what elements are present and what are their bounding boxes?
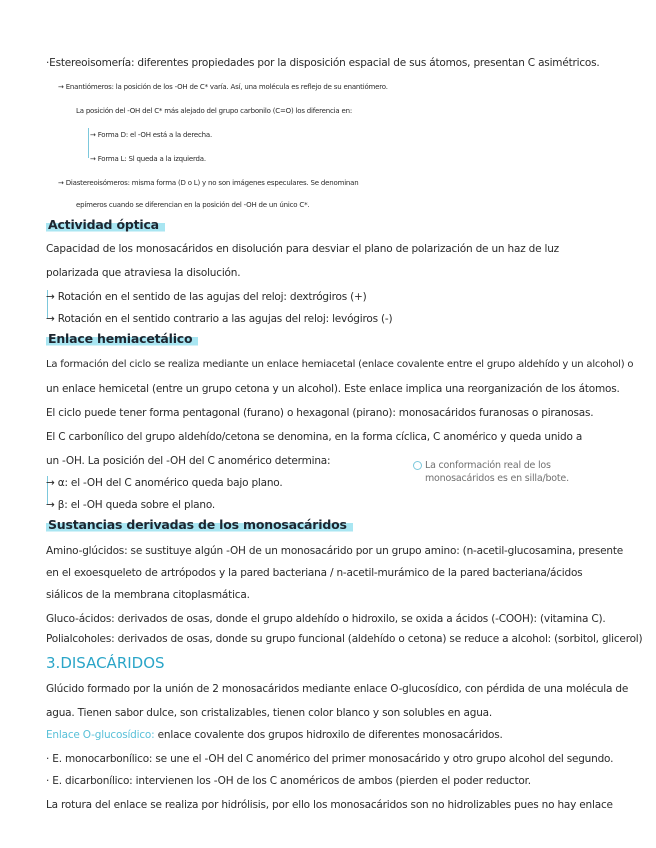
text-estereoisomeria: ·Estereoisomería: diferentes propiedades por la disposición espacial de sus átomos, presentan C asimétricos. <box>46 57 600 69</box>
text-posicion-oh: La posición del -OH del C* más alejado del grupo carbonilo (C=O) los diferencia en: <box>76 107 353 115</box>
branch-line-enantiomeros <box>88 128 89 158</box>
text-ciclo-forma: El ciclo puede tener forma pentagonal (furano) o hexagonal (pirano): monosacáridos furanosas o piranosas. <box>46 407 594 419</box>
side-note-text: La conformación real de los monosacáridos es en silla/bote. <box>425 460 569 484</box>
text-gluco-acidos: Gluco-ácidos: derivados de osas, donde el grupo aldehído o hidroxilo, se oxida a ácidos (-COOH): (vitamina C). <box>46 613 606 625</box>
text-glucido-formado: Glúcido formado por la unión de 2 monosacáridos mediante enlace O-glucosídico, con pérdida de una molécula de <box>46 683 629 695</box>
text-exoesqueleto: en el exoesqueleto de artrópodos y la pared bacteriana / n-acetil-murámico de la pared bacteriana/ácidos <box>46 567 583 579</box>
text-alfa: → α: el -OH del C anomérico queda bajo plano. <box>46 477 283 489</box>
text-enlace-o-glucosidico: enlace covalente dos grupos hidroxilo de diferentes monosacáridos. <box>154 729 503 741</box>
text-diastereoisomeros: → Diastereoisómeros: misma forma (D o L) y no son imágenes especulares. Se denominan <box>58 179 359 187</box>
text-rotura-enlace: La rotura del enlace se realiza por hidrólisis, por ello los monosacáridos son no hidrolizables pues no hay enlace <box>46 799 613 811</box>
text-dicarbonilico: · E. dicarbonílico: intervienen los -OH de los C anoméricos de ambos (pierden el poder reductor. <box>46 775 531 787</box>
text-forma-d: → Forma D: el -OH está a la derecha. <box>90 131 212 139</box>
text-epimeros: epímeros cuando se diferencian en la posición del -OH de un único C*. <box>76 201 310 209</box>
text-amino-glucidos: Amino-glúcidos: se sustituye algún -OH de un monosacárido por un grupo amino: (n-acetil-glucosamina, presente <box>46 545 624 557</box>
text-sialicos: siálicos de la membrana citoplasmática. <box>46 589 250 601</box>
heading-disacaridos-number: 3. <box>46 654 61 672</box>
text-hemicetal: un enlace hemicetal (entre un grupo cetona y un alcohol). Este enlace implica una reorganización de los átomos. <box>46 383 620 395</box>
side-note <box>425 459 615 485</box>
text-carbono-carbonilico: El C carbonílico del grupo aldehído/cetona se denomina, en la forma cíclica, C anomérico y queda unido a <box>46 431 583 443</box>
text-enantiomeros: → Enantiómeros: la posición de los -OH de C* varía. Así, una molécula es reflejo de su enantiómero. <box>58 83 388 91</box>
heading-disacaridos-row <box>46 656 636 672</box>
heading-sustancias-derivadas: Sustancias derivadas de los monosacáridos <box>46 518 353 532</box>
text-polarizada: polarizada que atraviesa la disolución. <box>46 267 241 279</box>
heading-enlace-hemiacetalico-row <box>46 332 636 347</box>
text-forma-l: → Forma L: Sl queda a la izquierda. <box>90 155 206 163</box>
heading-sustancias-derivadas-row <box>46 518 636 533</box>
term-enlace-o-glucosidico: Enlace O-glucosídico: <box>46 729 155 741</box>
heading-actividad-optica: Actividad óptica <box>46 218 165 232</box>
text-agua-propiedades: agua. Tienen sabor dulce, son cristalizables, tienen color blanco y son solubles en agua. <box>46 707 493 719</box>
note-bullet-icon <box>413 461 422 470</box>
heading-enlace-hemiacetalico: Enlace hemiacetálico <box>46 332 198 346</box>
heading-actividad-optica-row <box>46 218 636 233</box>
text-beta: → β: el -OH queda sobre el plano. <box>46 499 216 511</box>
text-dextrogiros: → Rotación en el sentido de las agujas del reloj: dextrógiros (+) <box>46 291 367 303</box>
heading-disacaridos: DISACÁRIDOS <box>60 654 165 672</box>
text-polialcoholes: Polialcoholes: derivados de osas, donde su grupo funcional (aldehído o cetona) se reduce a alcohol: (sorbitol, glicerol) <box>46 633 643 645</box>
text-posicion-anomerico: un -OH. La posición del -OH del C anomérico determina: <box>46 455 331 467</box>
text-levogiros: → Rotación en el sentido contrario a las agujas del reloj: levógiros (-) <box>46 313 393 325</box>
text-enlace-o-glucosidico-row <box>46 728 636 742</box>
text-capacidad: Capacidad de los monosacáridos en disolución para desviar el plano de polarización de un haz de luz <box>46 243 559 255</box>
text-formacion-ciclo: La formación del ciclo se realiza mediante un enlace hemiacetal (enlace covalente entre el grupo aldehído y un alcohol) o <box>46 359 634 370</box>
text-monocarbonilico: · E. monocarbonílico: se une el -OH del C anomérico del primer monosacárido y otro grupo alcohol del segundo. <box>46 753 614 765</box>
